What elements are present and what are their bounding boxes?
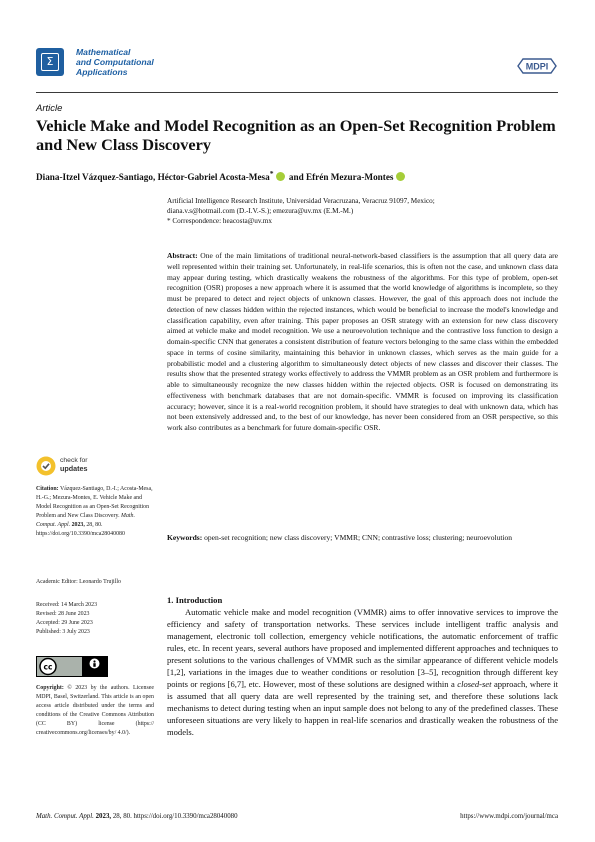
correspondence[interactable]: * Correspondence: heacosta@uv.mx [167,217,272,226]
journal-name [76,47,186,78]
author[interactable]: Diana-Itzel Vázquez-Santiago, [36,172,156,183]
journal-logo [36,48,64,76]
cc-by-license-icon[interactable] [36,656,108,677]
affiliation-line: Artificial Intelligence Research Institute, Universidad Veracruzana, Veracruz 91097, Mexico; [167,197,435,205]
journal-name-line: Mathematical [76,47,131,57]
author-conjunction: and [288,172,304,183]
corresponding-mark: * [269,169,274,178]
copyright-text: © 2023 by the authors. Licensee MDPI, Basel, Switzerland. This article is an open access article distributed under the terms and conditions of the Creative Commons Attribution (CC BY) license (https:// creativecommons.org/licenses/by/ 4.0/). [36,685,154,737]
citation-journal: Math. Comput. Appl. [36,513,135,529]
keywords-label: Keywords: [167,533,203,542]
dates-block [36,601,154,637]
abstract [167,251,558,434]
journal-name-line: Applications [76,67,128,78]
header-rule [36,92,558,93]
author-list [36,168,556,183]
cc-label: cc [43,662,53,672]
article-type: Article [36,103,63,114]
section-heading: 1. Introduction [167,595,223,605]
citation-year: 2023, [71,522,85,529]
date-revised: Revised: 28 June 2023 [36,611,90,618]
abstract-text: One of the main limitations of traditional neural-network-based classifiers is the assumption that all query data are well represented within their training set. Unfortunately, in real-life scenarios, this is often not the case, and unknown class data may appear during testing, which drastically weakens the robustness of the algorithms. For this type of problem, open-set recognition (OSR) proposes a new approach where it is assumed that the world knowledge of algorithms is incomplete, so they must be prepared to detect and reject objects of unknown classes. However, the goal of this approach does not include the detection of new classes hidden within the rejected instances, which would be beneficial to increase the model's knowledge and classification capability, even after training. This paper proposes an OSR strategy with an extension for new class discovery aimed at vehicle make and model recognition. We use a neuroevolution technique and the contrastive loss function to design a domain-specific CNN that generates a consistent distribution of feature vectors belonging to the same class within the embedded space in terms of cosine similarity, maintaining this behavior in unknown classes, which serves as the main guide for a probabilistic model and a clustering algorithm to simultaneously detect objects of new classes and discover their classes. The results show that the presented strategy works effectively to address the VMMR problem as an OSR problem and furthermore is able to simultaneously recognize the new classes hidden within the rejected objects. OSR is focused on demonstrating its effectiveness with benchmark databases that are not domain-specific. VMMR is focused on improving its classification accuracy; however, since it is a real-world recognition problem, it should have strategies to deal with unknown data, which has not been extensively addressed and, to the best of our knowledge, has never been considered from an OSR perspective, so this work also contributes as a benchmark for future domain-specific OSR. [167,251,558,432]
intro-text-part: Automatic vehicle make and model recognition (VMMR) aims to offer innovative services to improve the efficiency and safety of transportation networks. These services include intelligent traffic analysis and management, electronic toll collection, emergency vehicle notifications, the automatic enforcement of traffic rules, etc. In recent years, several authors have proposed and implemented different approaches and techniques to present solutions to the various challenges of VMMR such as the similar appearance of different vehicle models [1,2], variations in the images due to weather conditions or resolution [3–5], recognition through different key points or regions [6,7], etc. However, most of these solutions are designed within a [167,607,558,689]
intro-text-part: approach, where it is assumed that all query data are well represented by the training set, and therefore these solutions lack mechanisms to detect during testing when an input sample does not belong to any of the predefined classes. These unforeseen situations are very likely to happen in real-life scenarios and drastically weaken the robustness of the models. [167,678,559,737]
paper-title: Vehicle Make and Model Recognition as an Open-Set Recognition Problem and New Class Discovery [36,116,556,154]
affiliation-emails[interactable]: diana.v.s@hotmail.com (D.-I.V.-S.); emezura@uv.mx (E.M.-M.) [167,207,354,216]
citation-block [36,485,154,540]
footer-url[interactable]: https://www.mdpi.com/journal/mca [460,813,558,820]
journal-name-line: and Computational [76,57,154,68]
citation-label: Citation: [36,486,59,492]
footer-year: 2023, [95,813,112,820]
keywords-text: open-set recognition; new class discovery; VMMR; CNN; contrastive loss; clustering; neuroevolution [204,533,513,542]
intro-emphasis: closed-set [457,678,492,689]
footer-doi[interactable]: 28, 80. https://doi.org/10.3390/mca28040080 [112,813,238,820]
orcid-icon[interactable] [276,172,285,181]
author[interactable]: Héctor-Gabriel Acosta-Mesa [157,172,270,183]
citation-text: Vázquez-Santiago, D.-I.; Acosta-Mesa, H.-G.; Mezura-Montes, E. Vehicle Make and Model Recognition as an Open-Set Recognition Problem and New Class Discovery. [36,486,153,520]
footer-citation [36,813,238,820]
check-updates-line: updates [60,464,88,473]
orcid-icon[interactable] [396,172,405,181]
affiliation [167,196,557,226]
check-for-updates-label[interactable] [60,457,88,473]
mdpi-logo-icon [517,58,557,74]
copyright-block [36,684,154,739]
sigma-icon: Σ [41,53,59,71]
author[interactable]: Efrén Mezura-Montes [305,172,394,183]
intro-text [167,607,558,738]
mdpi-logo-text: MDPI [525,61,549,72]
copyright-label: Copyright: [36,685,64,691]
date-published: Published: 3 July 2023 [36,629,90,636]
academic-editor: Academic Editor: Leonardo Trujillo [36,579,121,585]
intro-paragraph [167,607,558,738]
abstract-label: Abstract: [167,251,198,260]
check-for-updates-icon[interactable] [36,456,56,476]
date-accepted: Accepted: 29 June 2023 [36,620,93,627]
footer-journal: Math. Comput. Appl. [36,813,94,820]
keywords [167,533,558,544]
citation-doi[interactable]: 28, 80. https://doi.org/10.3390/mca28040080 [36,522,125,538]
date-received: Received: 14 March 2023 [36,602,98,608]
check-updates-line: check for [60,457,88,464]
